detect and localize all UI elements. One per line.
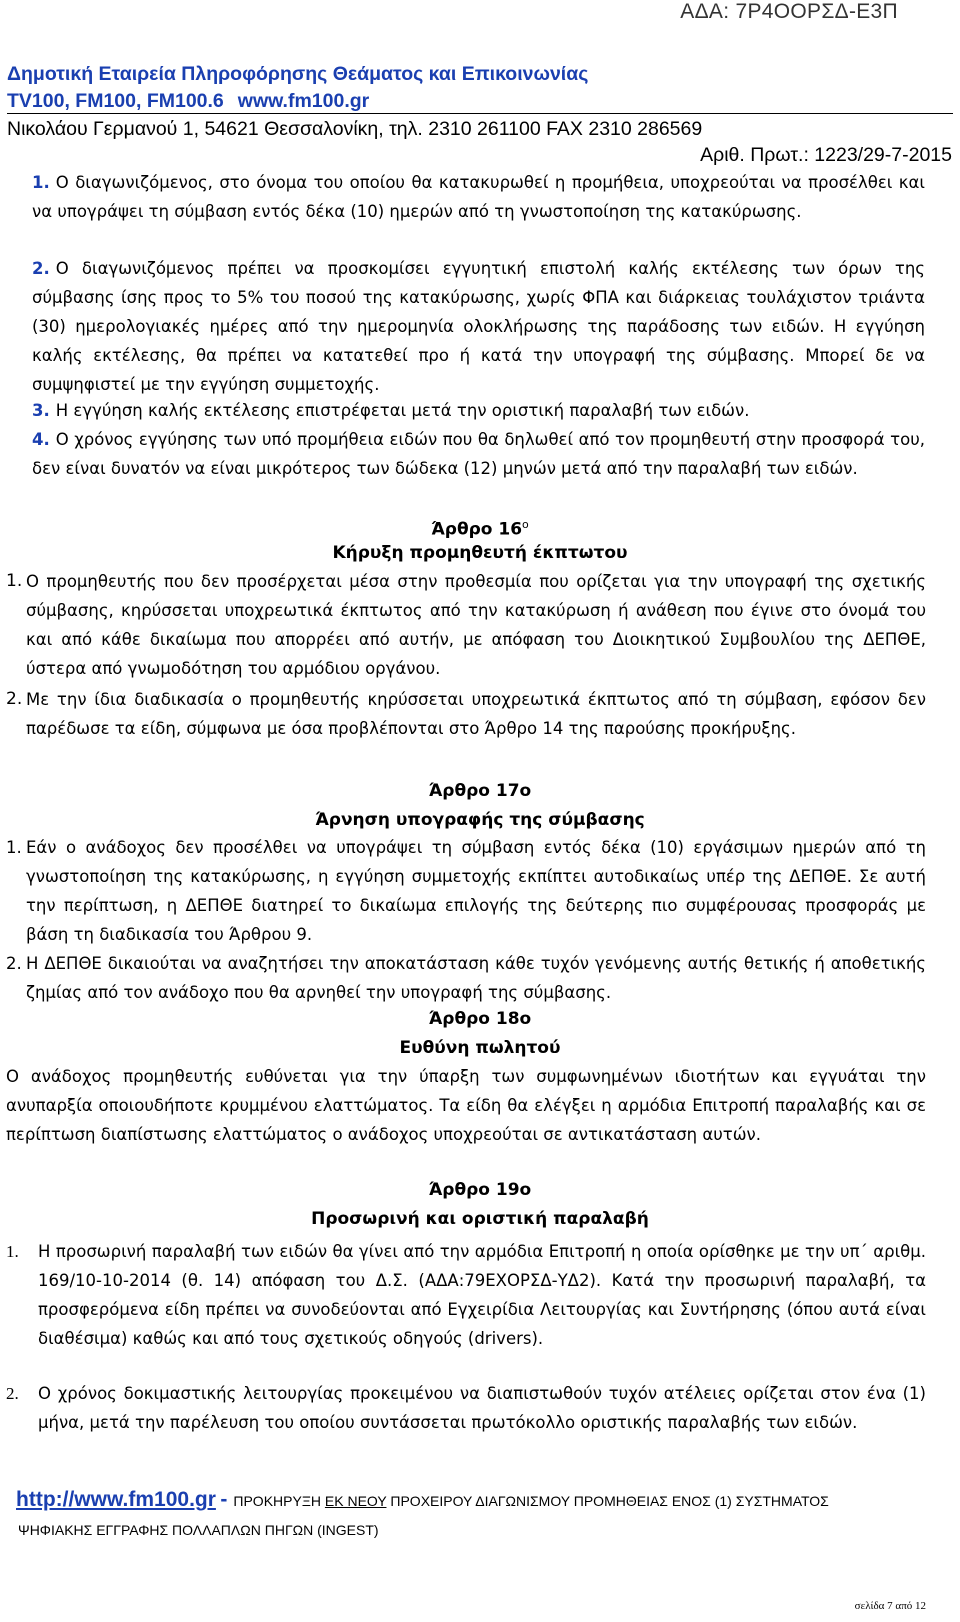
header-stations: [7, 90, 369, 113]
header-website-link[interactable]: www.fm100.gr: [237, 90, 370, 112]
header-divider: [7, 113, 953, 114]
art18-subtitle: Ευθύνη πωλητού: [399, 1038, 561, 1058]
art19-title: Άρθρο 19ο: [428, 1180, 532, 1200]
footer-line-1: http://www.fm100.gr - ΠΡΟΚΗΡΥΞΗ ΕΚ ΝΕΟΥ ΠΡΟΧΕΙΡΟΥ ΔΙΑΓΩΝΙΣΜΟΥ ΠΡΟΜΗΘΕΙΑΣ ΕΝΟΣ (1) ΣΥΣΤΗΜΑΤΟΣ: [16, 1488, 829, 1511]
station-list: TV100, FM100, FM100.6: [7, 90, 224, 112]
page-number: σελίδα 7 από 12: [854, 1600, 926, 1612]
footer-line-2: ΨΗΦΙΑΚΗΣ ΕΓΓΡΑΦΗΣ ΠΟΛΛΑΠΛΩΝ ΠΗΓΩΝ (INGEST): [18, 1522, 379, 1538]
art17-subtitle: Άρνηση υπογραφής της σύμβασης: [315, 810, 645, 830]
footer-website-link[interactable]: http://www.fm100.gr: [16, 1488, 216, 1511]
protocol-number: Αριθ. Πρωτ.: 1223/29-7-2015: [700, 144, 952, 166]
art15-paragraph-1: 1. Ο διαγωνιζόμενος, στο όνομα του οποίου θα κατακυρωθεί η προμήθεια, υποχρεούται να προσέλθει και να υπογράψει τη σύμβαση εντός δέκα (10) ημερών από τη γνωστοποίηση της κατακύρωσης.: [32, 173, 925, 221]
footer-dash: -: [220, 1488, 228, 1511]
art17-title: Άρθρο 17ο: [428, 781, 532, 801]
art18-title: Άρθρο 18ο: [428, 1009, 532, 1029]
header-address: Νικολάου Γερμανού 1, 54621 Θεσσαλονίκη, τηλ. 2310 261100 FAX 2310 286569: [7, 118, 703, 140]
art19-subtitle: Προσωρινή και οριστική παραλαβή: [311, 1209, 649, 1229]
art16-title: Άρθρο $16^o$: [431, 518, 529, 540]
organization-name: Δημοτική Εταιρεία Πληροφόρησης Θεάματος και Επικοινωνίας: [7, 63, 589, 85]
document-page: ΑΔΑ: 7Ρ4ΟΟΡΣΔ-Ε3Π Δημοτική Εταιρεία Πληροφόρησης Θεάματος και Επικοινωνίας TV100, FM100, FM100.6 www.fm100.gr Νικολάου Γερμανού 1, 54621 Θεσσαλονίκη, τηλ. 2310 261100 FAX 2310 286569 Αριθ. Πρωτ.: 1223/29-7-2015 1. Ο διαγωνιζόμενος, στο όνομα του οποίου θα κατακυρωθεί η προμήθεια, υποχρεούται να προσέλθει και να υπογράψει τη σύμβαση εντός δέκα (10) ημερών από τη γνωστοποίηση της κατακύρωσης. 2. Ο διαγωνιζόμενος πρέπει να προσκομίσει εγγυητική επιστολή καλής εκτέλεσης των όρων της σύμβασης ίσης προς το 5% του ποσού της κατακύρωσης, χωρίς ΦΠΑ και διάρκειας τουλάχιστον τριάντα (30) ημερολογιακές ημέρες από την ημερομηνία ολοκλήρωσης της παράδοσης των ειδών. Η εγγύηση καλής εκτέλεσης, θα πρέπει να κατατεθεί προ ή κατά την υπογραφή της σύμβασης. Μπορεί δε να συμψηφιστεί με την εγγύηση συμμετοχής. 3. Η εγγύηση καλής εκτέλεσης επιστρέφεται μετά την οριστική παραλαβή των ειδών. 4. Ο χρόνος εγγύησης των υπό προμήθεια ειδών που θα δηλωθεί από τον προμηθευτή στην προσφορά του, δεν είναι δυνατόν να είναι μικρότερος των δώδεκα (12) μηνών μετά από την παραλαβή των ειδών. Άρθρο $16^o$ Κήρυξη προμηθευτή έκπτωτου 1. Ο προμηθευτής που δεν προσέρχεται μέσα στην προθεσμία που ορίζεται για την υπογραφή της σχετικής σύμβασης, κηρύσσεται υποχρεωτικά έκπτωτος από την κατακύρωση ή ανάθεση που έγινε στο όνομά του και από κάθε δικαίωμα που απορρέει από αυτήν, με απόφαση του Διοικητικού Συμβουλίου της ΔΕΠΘΕ, ύστερα από γνωμοδότηση του αρμόδιου οργάνου. 2. Με την ίδια διαδικασία ο προμηθευτής κηρύσσεται υποχρεωτικά έκπτωτος από τη σύμβαση, εφόσον δεν παρέδωσε τα είδη, σύμφωνα με όσα προβλέπονται στο Άρθρο 14 της παρούσης προκήρυξης. Άρθρο 17ο Άρνηση υπογραφής της σύμβασης 1. Εάν ο ανάδοχος δεν προσέλθει να υπογράψει τη σύμβαση εντός δέκα (10) εργάσιμων ημερών από τη γνωστοποίηση της κατακύρωσης, η εγγύηση συμμετοχής εκπίπτει αυτοδικαίως υπέρ της ΔΕΠΘΕ. Σε αυτή την περίπτωση, η ΔΕΠΘΕ διατηρεί το δικαίωμα επιλογής της δεύτερης πιο συμφέρουσας προσφοράς με βάση τη διαδικασία του Άρθρου 9. 2. Η ΔΕΠΘΕ δικαιούται να αναζητήσει την αποκατάσταση κάθε τυχόν γενόμενης αυτής θετικής ή αποθετικής ζημίας από τον ανάδοχο που θα αρνηθεί την υπογραφή της σύμβασης. Άρθρο 18ο Ευθύνη πωλητού Ο ανάδοχος προμηθευτής ευθύνεται για την ύπαρξη των συμφωνημένων ιδιοτήτων και εγγυάται την ανυπαρξία οποιουδήποτε κρυμμένου ελαττώματος. Τα είδη θα ελέγξει η αρμόδια Επιτροπή παραλαβής και σε περίπτωση διαπίστωσης ελαττώματος ο ανάδοχος υποχρεούται σε αντικατάσταση αυτών. Άρθρο 19ο Προσωρινή και οριστική παραλαβή 1. Η προσωρινή παραλαβή των ειδών θα γίνει από την αρμόδια Επιτροπή η οποία ορίσθηκε με την υπ΄ αριθμ. 169/10-10-2014 (θ. 14) απόφαση του Δ.Σ. (ΑΔΑ:79ΕΧΟΡΣΔ-ΥΔ2). Κατά την προσωρινή παραλαβή, τα προσφερόμενα είδη πρέπει να συνοδεύονται από Εγχειρίδια Λειτουργίας και Συντήρησης (όπου αυτά είναι διαθέσιμα) καθώς και από τους σχετικούς οδηγούς (drivers). 2. Ο χρόνος δοκιμαστικής λειτουργίας προκειμένου να διαπιστωθούν τυχόν ατέλειες ορίζεται στον ένα (1) μήνα, μετά την παρέλευση του οποίου συντάσσεται πρωτόκολλο οριστικής παραλαβής των ειδών. http://www.fm100.gr - ΠΡΟΚΗΡΥΞΗ ΕΚ ΝΕΟΥ ΠΡΟΧΕΙΡΟΥ ΔΙΑΓΩΝΙΣΜΟΥ ΠΡΟΜΗΘΕΙΑΣ ΕΝΟΣ (1) ΣΥΣΤΗΜΑΤΟΣ ΨΗΦΙΑΚΗΣ ΕΓΓΡΑΦΗΣ ΠΟΛΛΑΠΛΩΝ ΠΗΓΩΝ (INGEST) σελίδα 7 από 12: [0, 0, 960, 1622]
art18-paragraph: Ο ανάδοχος προμηθευτής ευθύνεται για την ύπαρξη των συμφωνημένων ιδιοτήτων και εγγυάται την ανυπαρξία οποιουδήποτε κρυμμένου ελαττώματος. Τα είδη θα ελέγξει η αρμόδια Επιτροπή παραλαβής και σε περίπτωση διαπίστωσης ελαττώματος ο ανάδοχος υποχρεούται σε αντικατάσταση αυτών.: [6, 1067, 926, 1144]
art15-paragraph-4: 4. Ο χρόνος εγγύησης των υπό προμήθεια ειδών που θα δηλωθεί από τον προμηθευτή στην προσφορά του, δεν είναι δυνατόν να είναι μικρότερος των δώδεκα (12) μηνών μετά από την παραλαβή των ειδών.: [32, 430, 925, 478]
ada-code: ΑΔΑ: 7Ρ4ΟΟΡΣΔ-Ε3Π: [680, 0, 898, 23]
art15-paragraph-2: 2. Ο διαγωνιζόμενος πρέπει να προσκομίσει εγγυητική επιστολή καλής εκτέλεσης των όρων της σύμβασης ίσης προς το 5% του ποσού της κατακύρωσης, χωρίς ΦΠΑ και διάρκειας τουλάχιστον τριάντα (30) ημερολογιακές ημέρες από την ημερομηνία ολοκλήρωσης της παράδοσης των ειδών. Η εγγύηση καλής εκτέλεσης, θα πρέπει να κατατεθεί προ ή κατά την υπογραφή της σύμβασης. Μπορεί δε να συμψηφιστεί με την εγγύηση συμμετοχής.: [32, 259, 925, 394]
art16-subtitle: Κήρυξη προμηθευτή έκπτωτου: [332, 543, 628, 563]
art15-paragraph-3: 3. Η εγγύηση καλής εκτέλεσης επιστρέφεται μετά την οριστική παραλαβή των ειδών.: [32, 401, 750, 420]
